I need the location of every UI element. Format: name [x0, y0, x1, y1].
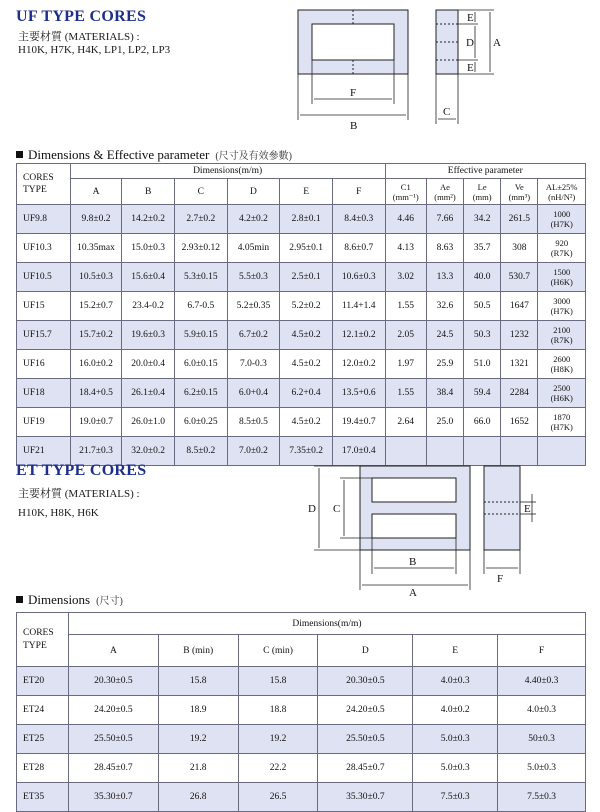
- uf-diagram-label-a: A: [493, 37, 501, 49]
- table-cell: 5.2±0.2: [280, 292, 333, 321]
- al-cell: 1870 (H7K): [538, 408, 586, 437]
- table-row: [17, 234, 586, 263]
- et-title: ET TYPE CORES: [16, 462, 147, 479]
- table-cell: 1652: [501, 408, 538, 437]
- core-type-cell: UF21: [17, 437, 71, 466]
- table-cell: 22.2: [238, 754, 318, 783]
- al-cell: 1000 (H7K): [538, 205, 586, 234]
- table-cell: 2.5±0.1: [280, 263, 333, 292]
- table-row: [17, 263, 586, 292]
- core-type-cell: UF15.7: [17, 321, 71, 350]
- table-cell: 20.0±0.4: [122, 350, 175, 379]
- table-cell: 13.5+0.6: [332, 379, 385, 408]
- table-cell: 12.0±0.2: [332, 350, 385, 379]
- et-section-title: Dimensions (尺寸): [16, 592, 123, 608]
- uf-header-row: A B C D E F C1 (mm⁻¹) Ae (mm²) Le (mm) Ve (mm³) AL±25% (nH/N²): [17, 179, 586, 205]
- table-cell: 7.0-0.3: [227, 350, 280, 379]
- uf-materials-label: 主要材質 (MATERIALS) :: [18, 31, 140, 43]
- table-cell: 2.05: [385, 321, 426, 350]
- table-cell: 1647: [501, 292, 538, 321]
- table-cell: 24.5: [426, 321, 463, 350]
- table-cell: 28.45±0.7: [318, 754, 413, 783]
- al-cell: 2500 (H6K): [538, 379, 586, 408]
- table-row: [17, 667, 586, 696]
- uf-header-dimensions: Dimensions(m/m): [70, 164, 385, 179]
- uf-diagram-label-e1: E: [467, 12, 474, 24]
- table-cell: 15.2±0.7: [70, 292, 122, 321]
- table-row: [17, 205, 586, 234]
- table-cell: 35.7: [464, 234, 501, 263]
- table-cell: 4.46: [385, 205, 426, 234]
- uf-materials: H10K, H7K, H4K, LP1, LP2, LP3: [18, 44, 171, 56]
- table-cell: 25.9: [426, 350, 463, 379]
- table-cell: 38.4: [426, 379, 463, 408]
- table-cell: 8.5±0.2: [174, 437, 227, 466]
- et-header-cores-type: CORES TYPE: [17, 613, 69, 667]
- table-cell: 4.05min: [227, 234, 280, 263]
- table-cell: 8.6±0.7: [332, 234, 385, 263]
- core-type-cell: UF10.3: [17, 234, 71, 263]
- table-cell: 5.9±0.15: [174, 321, 227, 350]
- table-cell: 13.3: [426, 263, 463, 292]
- table-cell: 7.35±0.2: [280, 437, 333, 466]
- table-cell: 26.8: [158, 783, 238, 812]
- table-cell: 5.3±0.15: [174, 263, 227, 292]
- al-cell: 2600 (H8K): [538, 350, 586, 379]
- table-cell: 9.8±0.2: [70, 205, 122, 234]
- al-cell: 1500 (H6K): [538, 263, 586, 292]
- table-cell: 35.30±0.7: [318, 783, 413, 812]
- table-cell: 15.7±0.2: [70, 321, 122, 350]
- bullet-square-icon: [16, 596, 23, 603]
- table-cell: 50.3: [464, 321, 501, 350]
- uf-table-body: [17, 205, 586, 466]
- table-cell: 19.4±0.7: [332, 408, 385, 437]
- table-cell: 19.0±0.7: [70, 408, 122, 437]
- table-cell: 3.02: [385, 263, 426, 292]
- table-cell: 2284: [501, 379, 538, 408]
- table-cell: 25.50±0.5: [68, 725, 158, 754]
- core-type-cell: UF18: [17, 379, 71, 408]
- table-cell: 20.30±0.5: [318, 667, 413, 696]
- table-cell: 26.5: [238, 783, 318, 812]
- table-cell: 6.0+0.4: [227, 379, 280, 408]
- uf-core-diagram: [290, 2, 520, 132]
- uf-diagram-label-b: B: [350, 120, 358, 132]
- table-cell: 23.4-0.2: [122, 292, 175, 321]
- table-cell: 15.8: [238, 667, 318, 696]
- table-cell: 6.0±0.15: [174, 350, 227, 379]
- table-cell: 2.95±0.1: [280, 234, 333, 263]
- et-diagram-label-c: C: [333, 503, 341, 515]
- et-diagram-label-f: F: [497, 573, 504, 585]
- et-table-body: [17, 667, 586, 812]
- uf-diagram-label-e2: E: [467, 62, 474, 74]
- et-diagram-label-b: B: [409, 556, 417, 568]
- table-cell: 21.7±0.3: [70, 437, 122, 466]
- table-cell: 15.8: [158, 667, 238, 696]
- table-cell: 4.40±0.3: [498, 667, 586, 696]
- table-cell: 66.0: [464, 408, 501, 437]
- core-type-cell: ET28: [17, 754, 69, 783]
- table-cell: 4.13: [385, 234, 426, 263]
- table-cell: 4.0±0.3: [413, 667, 498, 696]
- et-dimensions-table: [16, 612, 586, 812]
- core-type-cell: ET24: [17, 696, 69, 725]
- table-row: [17, 696, 586, 725]
- uf-header-effective: Effective parameter: [385, 164, 585, 179]
- table-cell: 4.5±0.2: [280, 408, 333, 437]
- core-type-cell: UF16: [17, 350, 71, 379]
- table-cell: 34.2: [464, 205, 501, 234]
- table-cell: 18.4+0.5: [70, 379, 122, 408]
- table-cell: 4.5±0.2: [280, 350, 333, 379]
- table-cell: 2.93±0.12: [174, 234, 227, 263]
- al-cell: 3000 (H7K): [538, 292, 586, 321]
- table-cell: 19.2: [238, 725, 318, 754]
- table-cell: 28.45±0.7: [68, 754, 158, 783]
- table-cell: 2.7±0.2: [174, 205, 227, 234]
- al-cell: 2100 (R7K): [538, 321, 586, 350]
- core-type-cell: UF19: [17, 408, 71, 437]
- et-header-row: A B (min) C (min) D E F: [17, 635, 586, 667]
- table-cell: 1321: [501, 350, 538, 379]
- table-cell: 5.2±0.35: [227, 292, 280, 321]
- table-cell: 10.5±0.3: [70, 263, 122, 292]
- table-cell: 5.0±0.3: [413, 725, 498, 754]
- table-row: [17, 725, 586, 754]
- table-row: [17, 321, 586, 350]
- table-cell: 7.66: [426, 205, 463, 234]
- table-cell: 261.5: [501, 205, 538, 234]
- table-cell: 50.5: [464, 292, 501, 321]
- table-cell: 7.5±0.3: [498, 783, 586, 812]
- table-cell: 4.2±0.2: [227, 205, 280, 234]
- table-cell: 6.7±0.2: [227, 321, 280, 350]
- table-cell: 6.7-0.5: [174, 292, 227, 321]
- table-cell: 15.6±0.4: [122, 263, 175, 292]
- table-cell: 6.2+0.4: [280, 379, 333, 408]
- table-cell: 12.1±0.2: [332, 321, 385, 350]
- table-cell: 4.0±0.3: [498, 696, 586, 725]
- table-cell: 14.2±0.2: [122, 205, 175, 234]
- core-type-cell: ET25: [17, 725, 69, 754]
- et-diagram-label-e: E: [524, 503, 531, 515]
- table-cell: 6.0±0.25: [174, 408, 227, 437]
- table-cell: 26.1±0.4: [122, 379, 175, 408]
- table-cell: 21.8: [158, 754, 238, 783]
- table-cell: 4.5±0.2: [280, 321, 333, 350]
- table-cell: 59.4: [464, 379, 501, 408]
- table-cell: 11.4+1.4: [332, 292, 385, 321]
- uf-diagram-label-d: D: [466, 37, 474, 49]
- bullet-square-icon: [16, 151, 23, 158]
- table-cell: 25.50±0.5: [318, 725, 413, 754]
- table-cell: 5.5±0.3: [227, 263, 280, 292]
- table-row: [17, 783, 586, 812]
- table-cell: 24.20±0.5: [318, 696, 413, 725]
- table-cell: 8.63: [426, 234, 463, 263]
- core-type-cell: ET20: [17, 667, 69, 696]
- table-cell: 51.0: [464, 350, 501, 379]
- table-cell: 20.30±0.5: [68, 667, 158, 696]
- et-diagram-label-d: D: [308, 503, 316, 515]
- table-cell: 19.2: [158, 725, 238, 754]
- table-cell: 32.0±0.2: [122, 437, 175, 466]
- table-cell: 15.0±0.3: [122, 234, 175, 263]
- table-cell: 308: [501, 234, 538, 263]
- uf-dimensions-table: [16, 163, 586, 466]
- core-type-cell: ET35: [17, 783, 69, 812]
- uf-title: UF TYPE CORES: [16, 8, 147, 25]
- core-type-cell: UF9.8: [17, 205, 71, 234]
- table-row: [17, 754, 586, 783]
- table-cell: 16.0±0.2: [70, 350, 122, 379]
- al-cell: 920 (R7K): [538, 234, 586, 263]
- table-cell: 17.0±0.4: [332, 437, 385, 466]
- table-cell: 1.97: [385, 350, 426, 379]
- uf-diagram-label-c: C: [443, 106, 451, 118]
- table-cell: 8.5±0.5: [227, 408, 280, 437]
- table-cell: 5.0±0.3: [498, 754, 586, 783]
- table-cell: 26.0±1.0: [122, 408, 175, 437]
- table-cell: 1.55: [385, 292, 426, 321]
- table-cell: 10.35max: [70, 234, 122, 263]
- table-row: [17, 350, 586, 379]
- table-cell: 4.0±0.2: [413, 696, 498, 725]
- uf-section-title: Dimensions & Effective parameter (尺寸及有效參數): [16, 147, 292, 163]
- uf-diagram-label-f: F: [350, 87, 357, 99]
- et-materials: H10K, H8K, H6K: [18, 507, 99, 519]
- table-cell: 18.8: [238, 696, 318, 725]
- table-cell: 7.0±0.2: [227, 437, 280, 466]
- table-cell: 40.0: [464, 263, 501, 292]
- table-cell: 7.5±0.3: [413, 783, 498, 812]
- core-type-cell: UF15: [17, 292, 71, 321]
- core-type-cell: UF10.5: [17, 263, 71, 292]
- table-cell: 25.0: [426, 408, 463, 437]
- table-cell: 8.4±0.3: [332, 205, 385, 234]
- table-cell: 6.2±0.15: [174, 379, 227, 408]
- table-cell: 2.8±0.1: [280, 205, 333, 234]
- table-cell: 2.64: [385, 408, 426, 437]
- table-cell: 5.0±0.3: [413, 754, 498, 783]
- table-cell: 24.20±0.5: [68, 696, 158, 725]
- table-cell: 19.6±0.3: [122, 321, 175, 350]
- table-cell: 50±0.3: [498, 725, 586, 754]
- table-cell: 32.6: [426, 292, 463, 321]
- et-header-dimensions: Dimensions(m/m): [68, 613, 585, 635]
- table-row: [17, 292, 586, 321]
- uf-header-cores-type: CORES TYPE: [17, 164, 71, 205]
- et-materials-label: 主要材質 (MATERIALS) :: [18, 488, 140, 500]
- table-cell: 530.7: [501, 263, 538, 292]
- table-cell: 1.55: [385, 379, 426, 408]
- et-diagram-label-a: A: [409, 587, 417, 598]
- table-row: [17, 379, 586, 408]
- table-cell: 35.30±0.7: [68, 783, 158, 812]
- et-core-diagram: [300, 458, 550, 598]
- table-cell: 18.9: [158, 696, 238, 725]
- table-cell: 1232: [501, 321, 538, 350]
- table-row: [17, 408, 586, 437]
- table-cell: 10.6±0.3: [332, 263, 385, 292]
